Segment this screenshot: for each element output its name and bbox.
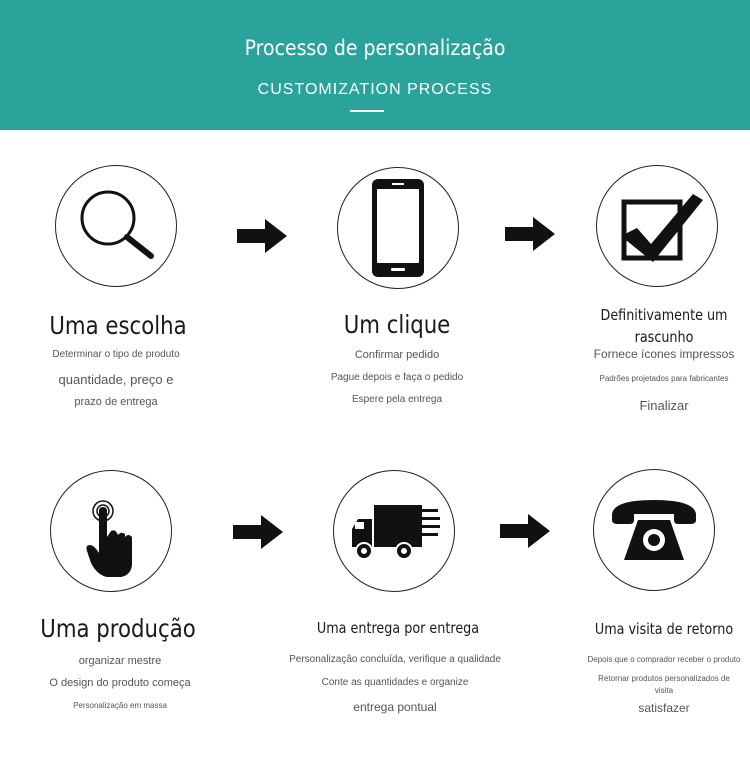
step-detail: Retornar produtos personalizados de visita [598,674,730,695]
step-detail: prazo de entrega [74,396,158,408]
step-detail: Determinar o tipo de produto [52,349,180,360]
step-detail: Fornece ícones impressos [593,347,735,361]
smartphone-icon [348,173,448,283]
step-title: Definitivamente um [600,306,728,324]
magnifier-icon [66,176,166,276]
arrow-right-icon [505,217,555,251]
arrow-right-icon [237,219,287,253]
header-banner [0,0,750,130]
step-detail: Espere pela entrega [351,394,443,405]
step-detail: Padrões projetados para fabricantes [599,374,729,383]
step-3-circle [596,165,718,287]
telephone-icon [604,490,704,570]
header-divider [350,110,384,112]
page-subtitle: CUSTOMIZATION PROCESS [257,81,493,98]
step-5-circle [333,470,455,592]
step-detail: satisfazer [638,701,690,715]
step-detail: Confirmar pedido [354,349,440,361]
step-detail: Pague depois e faça o pedido [330,372,464,383]
pointing-hand-icon [61,481,161,581]
step-detail: entrega pontual [353,700,437,714]
step-detail: organizar mestre [78,655,162,667]
page-title: Processo de personalização [244,36,506,60]
step-detail: O design do produto começa [49,677,191,689]
step-2-circle [337,167,459,289]
step-title: Uma entrega por entrega [316,619,480,637]
step-1-circle [55,165,177,287]
step-title: Uma visita de retorno [594,620,734,638]
step-detail: quantidade, preço e [58,372,174,387]
step-title: Um clique [343,310,451,339]
step-title: rascunho [634,328,694,346]
arrow-right-icon [233,515,283,549]
step-title: Uma produção [40,614,196,643]
arrow-right-icon [500,514,550,548]
delivery-truck-icon [344,491,444,571]
step-detail: Finalizar [639,398,689,413]
step-4-circle [50,470,172,592]
step-detail: Personalização em massa [73,701,167,710]
step-detail: Personalização concluída, verifique a qualidade [289,654,501,665]
checkmark-icon [607,176,707,276]
step-6-circle [593,469,715,591]
step-detail: Conte as quantidades e organize [321,677,469,688]
step-title: Uma escolha [49,311,187,340]
step-detail: Depois que o comprador receber o produto [587,655,741,664]
